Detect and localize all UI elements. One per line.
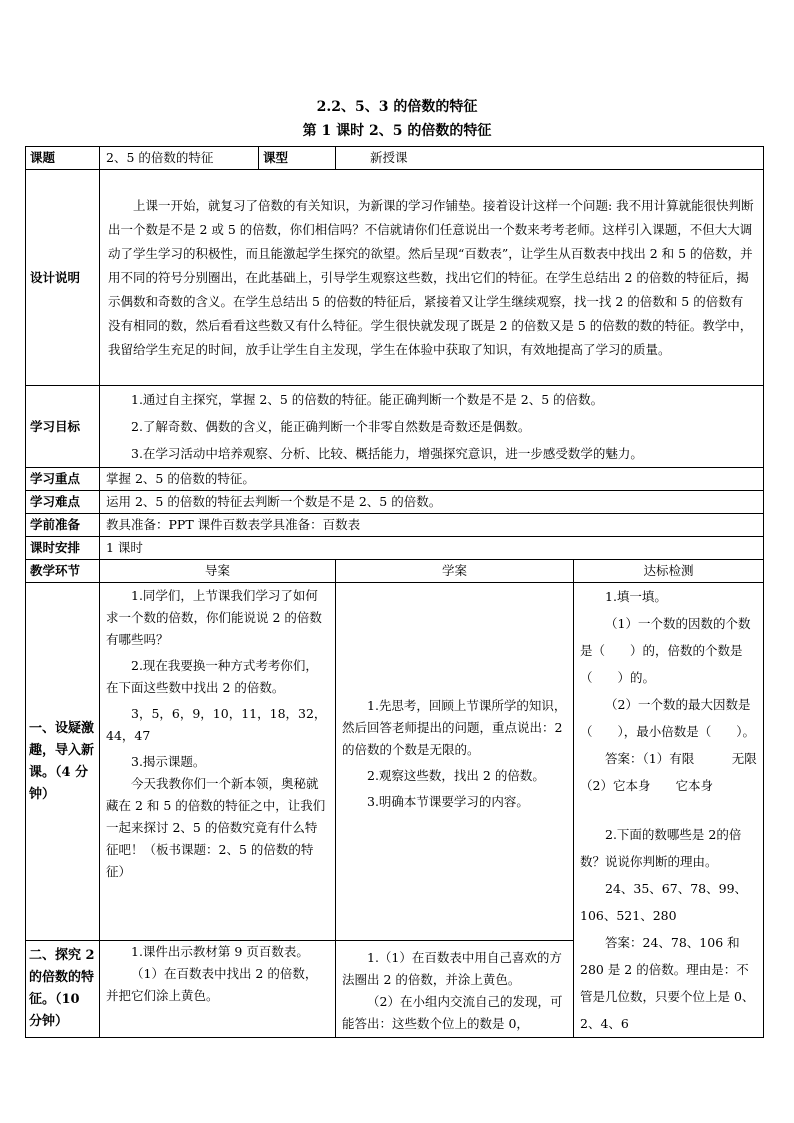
- row-difficulty: [26, 491, 764, 514]
- row-design: [26, 170, 764, 386]
- lesson-plan-table: [25, 146, 764, 1038]
- section-1-study: [336, 583, 574, 941]
- check-para: （1）一个数的因数的个数是（ ）的，倍数的个数是（ ）的。: [580, 616, 751, 685]
- row-topic: [26, 147, 764, 170]
- type-value: 新授课: [336, 147, 764, 170]
- difficulty-label: 学习难点: [26, 491, 100, 514]
- guide-para: 今天我教你们一个新本领，奥秘就藏在 2 和 5 的倍数的特征之中，让我们一起来探讨 2、5 的倍数究竟有什么特征吧！（板书课题：2、5 的倍数的特征）: [106, 776, 326, 879]
- study-para: 2.观察这些数，找出 2 的倍数。: [367, 768, 545, 783]
- col-study-header: 学案: [336, 560, 574, 583]
- row-key: [26, 468, 764, 491]
- design-text: 上课一开始，就复习了倍数的有关知识，为新课的学习作铺垫。接着设计这样一个问题: 我不用计算就能很快判断出一个数是不是 2 或 5 的倍数，你们相信吗？不信就请你们任意说出一个数来考考老师。这样引入课题，不但大大调动了学生学习的积极性，而且能激起学生探究的欲望。然后呈现“百数表”，让学生从百数表中找出 2 和 5 的倍数，并用不同的符号分别圈出，在此基础上，引导学生观察这些数，找出它们的特征。在学生总结出 2 的倍数的特征后，揭示偶数和奇数的含义。在学生总结出 5 的倍数的特征后，紧接着又让学生继续观察，找一找 2 的倍数和 5 的倍数有没有相同的数，然后看看这些数又有什么特征。学生很快就发现了既是 2 的倍数又是 5 的倍数的数的特征。教学中，我留给学生充足的时间，放手让学生自主发现，学生在体验中获取了知识，有效地提高了学习的质量。: [108, 197, 754, 357]
- row-section-1: [26, 583, 764, 941]
- goal-item: 2.了解奇数、偶数的含义，能正确判断一个非零自然数是奇数还是偶数。: [131, 419, 531, 434]
- key-label: 学习重点: [26, 468, 100, 491]
- study-para: 1.（1）在百数表中用自己喜欢的方法圈出 2 的倍数，并涂上黄色。: [342, 950, 562, 988]
- topic-value: 2、5 的倍数的特征: [100, 147, 259, 170]
- guide-para: 2.现在我要换一种方式考考你们，在下面这些数中找出 2 的倍数。: [106, 658, 318, 695]
- schedule-value: 1 课时: [100, 537, 764, 560]
- difficulty-value: 运用 2、5 的倍数的特征去判断一个数是不是 2、5 的倍数。: [100, 491, 764, 514]
- guide-para: （1）在百数表中找出 2 的倍数，并把它们涂上黄色。: [106, 966, 318, 1004]
- section-2-name: 二、探究 2 的倍数的特征。（10 分钟）: [26, 941, 100, 1038]
- design-label: 设计说明: [26, 170, 100, 386]
- prep-value: 教具准备：PPT 课件百数表学具准备：百数表: [100, 514, 764, 537]
- type-label: 课型: [259, 147, 336, 170]
- goals-label: 学习目标: [26, 386, 100, 468]
- row-schedule: [26, 537, 764, 560]
- process-label: 教学环节: [26, 560, 100, 583]
- schedule-label: 课时安排: [26, 537, 100, 560]
- guide-para: 1.同学们，上节课我们学习了如何求一个数的倍数，你们能说说 2 的倍数有哪些吗？: [106, 588, 322, 647]
- row-process-header: [26, 560, 764, 583]
- study-para: 1.先思考，回顾上节课所学的知识，然后回答老师提出的问题，重点说出：2 的倍数的个数是无限的。: [342, 698, 567, 757]
- guide-para: 1.课件出示教材第 9 页百数表。: [131, 944, 309, 960]
- row-prep: [26, 514, 764, 537]
- check-para: 2.下面的数哪些是 2的倍数？说说你判断的理由。: [580, 827, 742, 869]
- section-1-guide: [100, 583, 336, 941]
- col-check-header: 达标检测: [574, 560, 764, 583]
- lesson-subtitle: 第 1 课时 2、5 的倍数的特征: [302, 123, 492, 139]
- study-para: （2）在小组内交流自己的发现，可能答出：这些数个位上的数是 0，: [342, 994, 563, 1032]
- check-para: 答案：24、78、106 和 280 是 2 的倍数。理由是：不管是几位数，只要个位上是 0、2、4、6: [580, 935, 755, 1031]
- goal-item: 3.在学习活动中培养观察、分析、比较、概括能力，增强探究意识，进一步感受数学的魅力。: [131, 446, 643, 461]
- check-para: 1.填一填。: [605, 589, 667, 604]
- design-cell: [100, 170, 764, 386]
- section-1-name: 一、设疑激趣，导入新课。（4 分钟）: [26, 583, 100, 941]
- section-2-study: [336, 941, 574, 1038]
- goal-item: 1.通过自主探究，掌握 2、5 的倍数的特征。能正确判断一个数是不是 2、5 的倍数。: [131, 392, 604, 407]
- check-para: 24、35、67、78、99、106、521、280: [580, 881, 748, 923]
- check-para: （2）一个数的最大因数是（ ），最小倍数是（ ）。: [580, 697, 756, 739]
- goals-cell: [100, 386, 764, 468]
- section-2-guide: [100, 941, 336, 1038]
- col-guide-header: 导案: [100, 560, 336, 583]
- guide-para: 3.揭示课题。: [131, 754, 206, 769]
- row-goals: [26, 386, 764, 468]
- document-title: 2.2、5、3 的倍数的特征: [316, 99, 478, 115]
- key-value: 掌握 2、5 的倍数的特征。: [100, 468, 764, 491]
- study-para: 3.明确本节课要学习的内容。: [367, 794, 529, 809]
- prep-label: 学前准备: [26, 514, 100, 537]
- check-cell: [574, 583, 764, 1038]
- guide-para: 3，5，6，9，10，11，18，32，44，47: [106, 706, 327, 743]
- check-para: 答案：（1）有限 无限（2）它本身 它本身: [580, 751, 757, 793]
- topic-label: 课题: [26, 147, 100, 170]
